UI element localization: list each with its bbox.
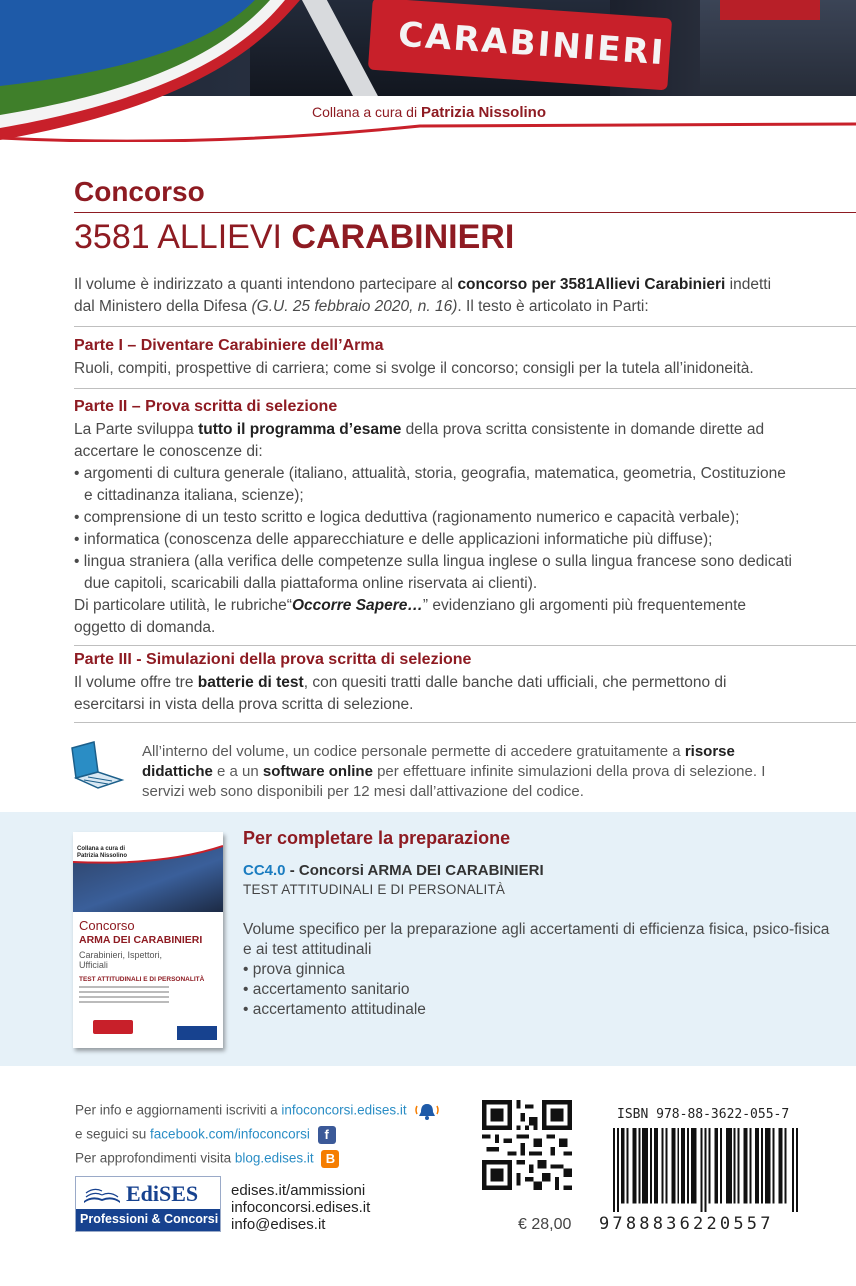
isbn-label: ISBN 978-88-3622-055-7 [617, 1107, 790, 1122]
related-item: • accertamento sanitario [243, 981, 410, 998]
related-code-title: Concorsi ARMA DEI CARABINIERI [298, 862, 544, 879]
book-test-label: TEST ATTITUDINALI E DI PERSONALITÀ [79, 976, 205, 983]
barcode [613, 1128, 798, 1212]
divider [74, 326, 856, 327]
parte1-text: Ruoli, compiti, prospettive di carriera; come si svolge il concorso; consigli per la tutela all’inidoneità. [74, 360, 754, 377]
logo-name: EdiSES [126, 1181, 199, 1206]
info-line-facebook [75, 1126, 336, 1144]
parte2-bold-1: tutto il programma d’esame [198, 421, 402, 438]
book-subtitle [79, 950, 162, 970]
related-book-code [243, 862, 544, 879]
related-book-cover[interactable] [73, 832, 223, 1048]
parte3-body [74, 672, 794, 716]
blogger-icon[interactable]: B [321, 1150, 339, 1168]
related-heading: Per completare la preparazione [243, 828, 511, 848]
intro-text-1: Il volume è indirizzato a quanti intendono partecipare al [74, 276, 458, 293]
curator-prefix: Collana a cura di [312, 104, 418, 120]
divider [74, 645, 856, 646]
divider [74, 722, 856, 723]
infoconcorsi-link[interactable]: infoconcorsi.edises.it [281, 1102, 407, 1118]
curator-name: Patrizia Nissolino [420, 104, 546, 121]
cover-photo [0, 0, 856, 96]
laptop-icon [68, 740, 126, 790]
open-book-icon [82, 1181, 122, 1205]
parte2-body [74, 419, 794, 639]
info-text: Per approfondimenti visita [75, 1150, 235, 1166]
book-curator-line: Collana a cura di [77, 846, 126, 852]
parte3-text-2: , con quesiti tratti dalle banche dati ufficiali, che permettono di esercitarsi in vista della prova scritta di selezione. [74, 674, 727, 713]
related-item: • accertamento attitudinale [243, 1001, 426, 1018]
intro-text-2: indetti dal Ministero della Difesa [74, 276, 772, 315]
related-description-text: Volume specifico per la preparazione agli accertamenti di efficienza fisica, psico-fisica e ai test attitudinali [243, 921, 830, 958]
intro-bold-1: concorso per 3581Allievi Carabinieri [457, 276, 726, 293]
site-link[interactable]: infoconcorsi.edises.it [231, 1199, 371, 1216]
parte2-heading: Parte II – Prova scritta di selezione [74, 398, 338, 415]
photo-armband-text: CARABINIERI [396, 14, 667, 74]
parte2-bullet: • lingua straniera (alla verifica delle competenze sulla lingua inglese o sulla lingua francese sono dedicati due capitoli, scaricabili dalla piattaforma online riservata ai clienti). [74, 553, 792, 592]
price: € 28,00 [518, 1216, 572, 1233]
info-text: Per info e aggiornamenti iscriviti a [75, 1102, 282, 1118]
qr-code [482, 1100, 572, 1190]
site-link[interactable]: info@edises.it [231, 1216, 326, 1233]
info-line-newsletter [75, 1102, 440, 1120]
parte2-text-4: ” evidenziano gli argomenti più frequentemente oggetto di domanda. [74, 597, 747, 636]
parte2-text-2: della prova scritta consistente in domande dirette ad accertare le conoscenze di: [74, 421, 765, 460]
web-bold-1: risorse didattiche [142, 743, 735, 780]
logo-tagline: Professioni & Concorsi [80, 1212, 219, 1226]
facebook-link[interactable]: facebook.com/infoconcorsi [150, 1126, 310, 1142]
related-code-sep: - [285, 862, 299, 879]
related-code: CC4.0 [243, 862, 286, 879]
bell-icon [414, 1102, 440, 1120]
parte3-bold-1: batterie di test [197, 674, 304, 691]
parte1-heading: Parte I – Diventare Carabiniere dell’Arma [74, 337, 384, 354]
title-rule [74, 212, 856, 213]
intro-paragraph [74, 274, 794, 318]
curve-line [0, 118, 856, 142]
related-description [243, 920, 833, 1020]
book-subtitle-line: Carabinieri, Ispettori, [79, 950, 163, 960]
book-curator [77, 846, 127, 860]
publisher-sites [231, 1182, 370, 1233]
parte2-text-3: Di particolare utilità, le rubriche“ [74, 597, 292, 614]
book-kicker: Concorso [79, 918, 135, 933]
divider [74, 388, 856, 389]
parte3-heading: Parte III - Simulazioni della prova scritta di selezione [74, 651, 472, 668]
blog-link[interactable]: blog.edises.it [234, 1150, 314, 1166]
book-curator-line: Patrizia Nissolino [77, 853, 128, 859]
book-badge [93, 1020, 133, 1034]
title-kicker: Concorso [74, 176, 205, 207]
related-item: • prova ginnica [243, 961, 345, 978]
parte2-text-1: La Parte sviluppa [74, 421, 199, 438]
page-title [74, 218, 514, 257]
book-text-lines [79, 986, 169, 1006]
web-text-3: per effettuare infinite simulazioni della prova di selezione. I servizi web sono disponibili per 12 mesi dall’attivazione del codice. [142, 763, 766, 800]
parte2-bullet: • comprensione di un testo scritto e logica deduttiva (ragionamento numerico e capacità verbale); [74, 509, 740, 526]
book-publisher-logo [177, 1026, 217, 1040]
photo-right-band [720, 0, 820, 20]
web-text-2: e a un [212, 763, 263, 780]
parte2-intro [74, 419, 794, 463]
web-resources-text [142, 742, 802, 802]
parte2-bullet: • informatica (conoscenza delle apparecchiature e delle applicazioni informatiche più diffuse); [74, 531, 713, 548]
parte2-closing [74, 595, 794, 639]
title-bold: CARABINIERI [291, 218, 515, 256]
intro-italic-1: (G.U. 25 febbraio 2020, n. 16) [251, 298, 458, 315]
barcode-digits: 9788836220557 [599, 1214, 774, 1234]
facebook-icon[interactable]: f [318, 1126, 336, 1144]
parte3-text-1: Il volume offre tre [74, 674, 198, 691]
curator-credit [312, 104, 546, 121]
intro-text-3: . Il testo è articolato in Parti: [457, 298, 649, 315]
related-subtitle: TEST ATTITUDINALI E DI PERSONALITÀ [243, 882, 506, 897]
book-title: ARMA DEI CARABINIERI [79, 934, 203, 946]
info-line-blog [75, 1150, 339, 1168]
info-text: e seguici su [75, 1126, 151, 1142]
web-bold-2: software online [262, 763, 373, 780]
edises-logo [75, 1176, 221, 1232]
site-link[interactable]: edises.it/ammissioni [231, 1182, 366, 1199]
title-light: 3581 ALLIEVI [74, 218, 282, 256]
book-subtitle-line: Ufficiali [79, 960, 108, 970]
parte2-bullet: • argomenti di cultura generale (italiano, attualità, storia, geografia, matematica, geometria, Costituzione e cittadinanza italiana, scienze); [74, 465, 786, 504]
web-text-1: All’interno del volume, un codice personale permette di accedere gratuitamente a [142, 743, 685, 760]
parte2-rubric: Occorre Sapere… [291, 597, 423, 614]
